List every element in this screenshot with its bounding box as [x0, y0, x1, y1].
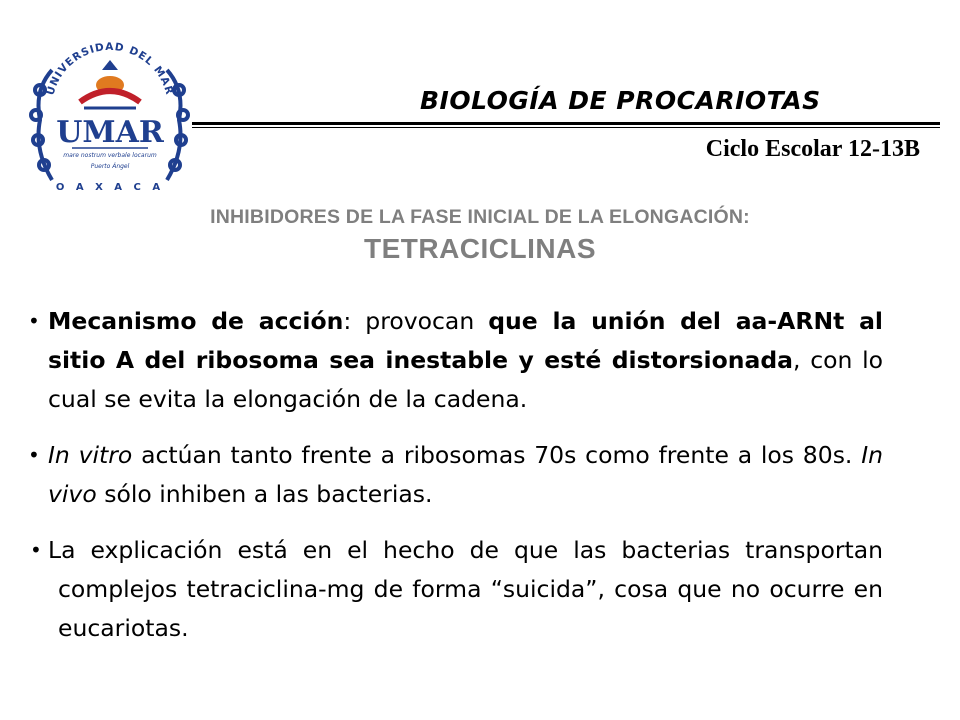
university-logo — [22, 30, 197, 200]
bullet-item — [28, 302, 883, 419]
logo-monogram: UMAR — [56, 115, 164, 150]
slide-title-line1: INHIBIDORES DE LA FASE INICIAL DE LA ELONGACIÓN: — [210, 206, 750, 228]
bullet-dot-icon: • — [28, 309, 40, 333]
logo-motto: mare nostrum verbale locarum — [63, 152, 157, 159]
school-cycle: Ciclo Escolar 12-13B — [705, 136, 920, 162]
bullet-item — [28, 531, 883, 648]
bullet-segment: que la unión del aa-ARNt al sitio A del ribosoma sea inestable y esté distorsionada — [48, 307, 883, 374]
bullet-segment: actúan tanto frente a ribosomas 70s como frente a los 80s. — [132, 441, 862, 469]
logo-location: Puerto Ángel — [90, 163, 130, 170]
slide-title — [0, 206, 960, 265]
logo-emblem — [80, 60, 140, 108]
bullet-segment: La explicación está en el hecho de que las bacterias transportan complejos tetraciclina-mg de forma “suicida”, cosa que no ocurre en eucariotas. — [48, 536, 883, 642]
bullet-text — [48, 536, 883, 642]
course-title: BIOLOGÍA DE PROCARIOTAS — [420, 86, 821, 115]
header-rule-thick — [192, 122, 940, 125]
slide-title-line2: TETRACICLINAS — [363, 233, 597, 264]
header-rule-thin — [192, 127, 940, 128]
bullet-list — [28, 302, 883, 665]
bullet-dot-icon: • — [28, 443, 40, 467]
bullet-segment: sólo inhiben a las bacterias. — [96, 480, 433, 508]
logo-state-letters: O A X A C A — [55, 182, 165, 193]
bullet-text — [48, 441, 883, 508]
bullet-dot-icon: • — [30, 538, 42, 562]
logo-ring-text: UNIVERSIDAD DEL MAR — [44, 40, 176, 97]
bullet-segment: Mecanismo de acción — [48, 307, 344, 335]
bullet-segment: , con lo cual se evita la elongación de la cadena. — [48, 346, 883, 413]
bullet-item — [28, 436, 883, 514]
bullet-segment: In vivo — [48, 441, 884, 508]
bullet-segment: In vitro — [48, 441, 133, 469]
bullet-segment: : provocan — [343, 307, 489, 335]
bullet-text — [48, 307, 883, 413]
